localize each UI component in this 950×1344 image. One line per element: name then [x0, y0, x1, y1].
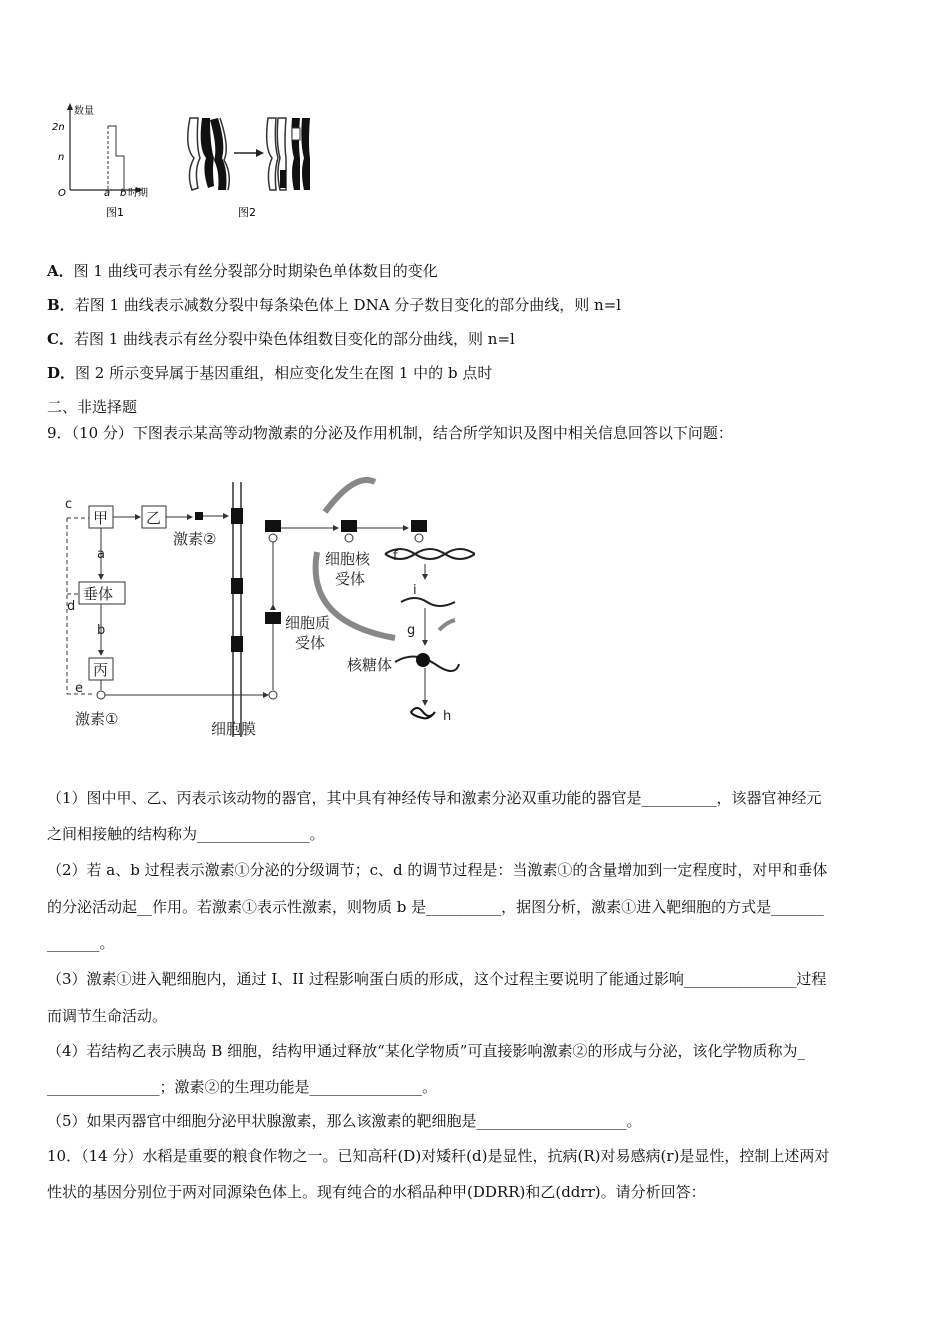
- label-hormone-1: 激素①: [75, 710, 119, 728]
- letter-i: i: [413, 583, 417, 598]
- box-jia: 甲: [93, 509, 109, 527]
- letter-a: a: [97, 547, 105, 562]
- letter-g: g: [407, 623, 416, 638]
- q9-stem: [47, 423, 733, 443]
- q9-sub4-line1: （4）若结构乙表示胰岛 B 细胞，结构甲通过释放“某化学物质”可直接影响激素②的形成与分泌，该化学物质称为_: [47, 1042, 805, 1060]
- chromosome-pair-after: [267, 118, 310, 190]
- q9-sub2-line3: _______。: [47, 934, 115, 952]
- figure-1-graph: [48, 100, 178, 225]
- letter-f: f: [393, 549, 398, 564]
- x-tick-a: a: [104, 188, 111, 199]
- box-chuiti: 垂体: [83, 585, 114, 603]
- q9-sub2-line1: （2）若 a、b 过程表示激素①分泌的分级调节；c、d 的调节过程是：当激素①的含量增加到一定程度时，对甲和垂体: [47, 861, 828, 879]
- q10-line2: 性状的基因分别位于两对同源染色体上。现有纯合的水稻品种甲(DDRR)和乙(ddrr)。请分析回答：: [47, 1183, 706, 1201]
- label-cyto-receptor-1: 细胞质: [285, 614, 331, 632]
- q9-sub1-line2: 之间相接触的结构称为_______________。: [47, 825, 325, 843]
- option-d: D．图 2 所示变异属于基因重组，相应变化发生在图 1 中的 b 点时: [47, 364, 493, 382]
- label-ribosome: 核糖体: [347, 656, 393, 674]
- x-axis-label: 时期: [128, 188, 148, 199]
- letter-b: b: [97, 623, 106, 638]
- label-cyto-receptor-2: 受体: [295, 634, 326, 652]
- option-a: A．图 1 曲线可表示有丝分裂部分时期染色单体数目的变化: [47, 262, 438, 280]
- hormone-diagram: [55, 472, 475, 742]
- q9-sub1-line1: （1）图中甲、乙、丙表示该动物的器官，其中具有神经传导和激素分泌双重功能的器官是__________，该器官神经元: [47, 789, 822, 807]
- letter-c: c: [65, 497, 73, 512]
- label-membrane: 细胞膜: [211, 720, 257, 738]
- y-tick-n: n: [58, 152, 65, 163]
- q10-line1-text: 水稻是重要的粮食作物之一。已知高秆(D)对矮秆(d)是显性，抗病(R)对易感病(r)是显性，控制上述两对: [142, 1147, 830, 1165]
- letter-h: h: [443, 709, 452, 724]
- label-nuc-receptor-1: 细胞核: [325, 550, 371, 568]
- q10-line1: [47, 1146, 829, 1166]
- q10-number: 10．: [47, 1147, 82, 1165]
- q9-sub3-line1: （3）激素①进入靶细胞内，通过 I、II 过程影响蛋白质的形成，这个过程主要说明了能通过影响_______________过程: [47, 970, 827, 988]
- y-axis-label: 数量: [74, 106, 94, 117]
- x-origin: O: [58, 188, 66, 199]
- q9-score: （10 分）: [71, 424, 133, 442]
- label-hormone-2: 激素②: [173, 530, 217, 548]
- option-c: C．若图 1 曲线表示有丝分裂中染色体组数目变化的部分曲线，则 n=l: [47, 330, 515, 348]
- section-heading: 二、非选择题: [47, 398, 138, 416]
- q9-sub5: （5）如果丙器官中细胞分泌甲状腺激素，那么该激素的靶细胞是____________________。: [47, 1112, 642, 1130]
- q9-sub2-line2: 的分泌活动起__作用。若激素①表示性激素，则物质 b 是__________，据图分析，激素①进入靶细胞的方式是_______: [47, 898, 824, 916]
- q9-stem-text: 下图表示某高等动物激素的分泌及作用机制，结合所学知识及图中相关信息回答以下问题：: [132, 424, 733, 442]
- q10-score: （14 分）: [81, 1147, 143, 1165]
- y-tick-2n: 2n: [52, 122, 65, 133]
- x-tick-b: b: [120, 188, 127, 199]
- q9-number: 9．: [47, 424, 72, 442]
- chromosome-pair-before: [188, 118, 230, 190]
- label-nuc-receptor-2: 受体: [335, 570, 366, 588]
- box-bing: 丙: [93, 661, 109, 679]
- letter-d: d: [67, 599, 76, 614]
- option-b: B．若图 1 曲线表示减数分裂中每条染色体上 DNA 分子数目变化的部分曲线，则 n=l: [47, 296, 622, 314]
- q9-sub4-line2: _______________；激素②的生理功能是_______________。: [47, 1078, 438, 1096]
- q9-sub3-line2: 而调节生命活动。: [47, 1007, 168, 1025]
- figure-1-caption: 图1: [106, 206, 124, 219]
- box-yi: 乙: [146, 509, 162, 527]
- letter-e: e: [75, 681, 83, 696]
- figure-2-caption: 图2: [238, 206, 256, 219]
- figure-2-chromosomes: [180, 108, 320, 223]
